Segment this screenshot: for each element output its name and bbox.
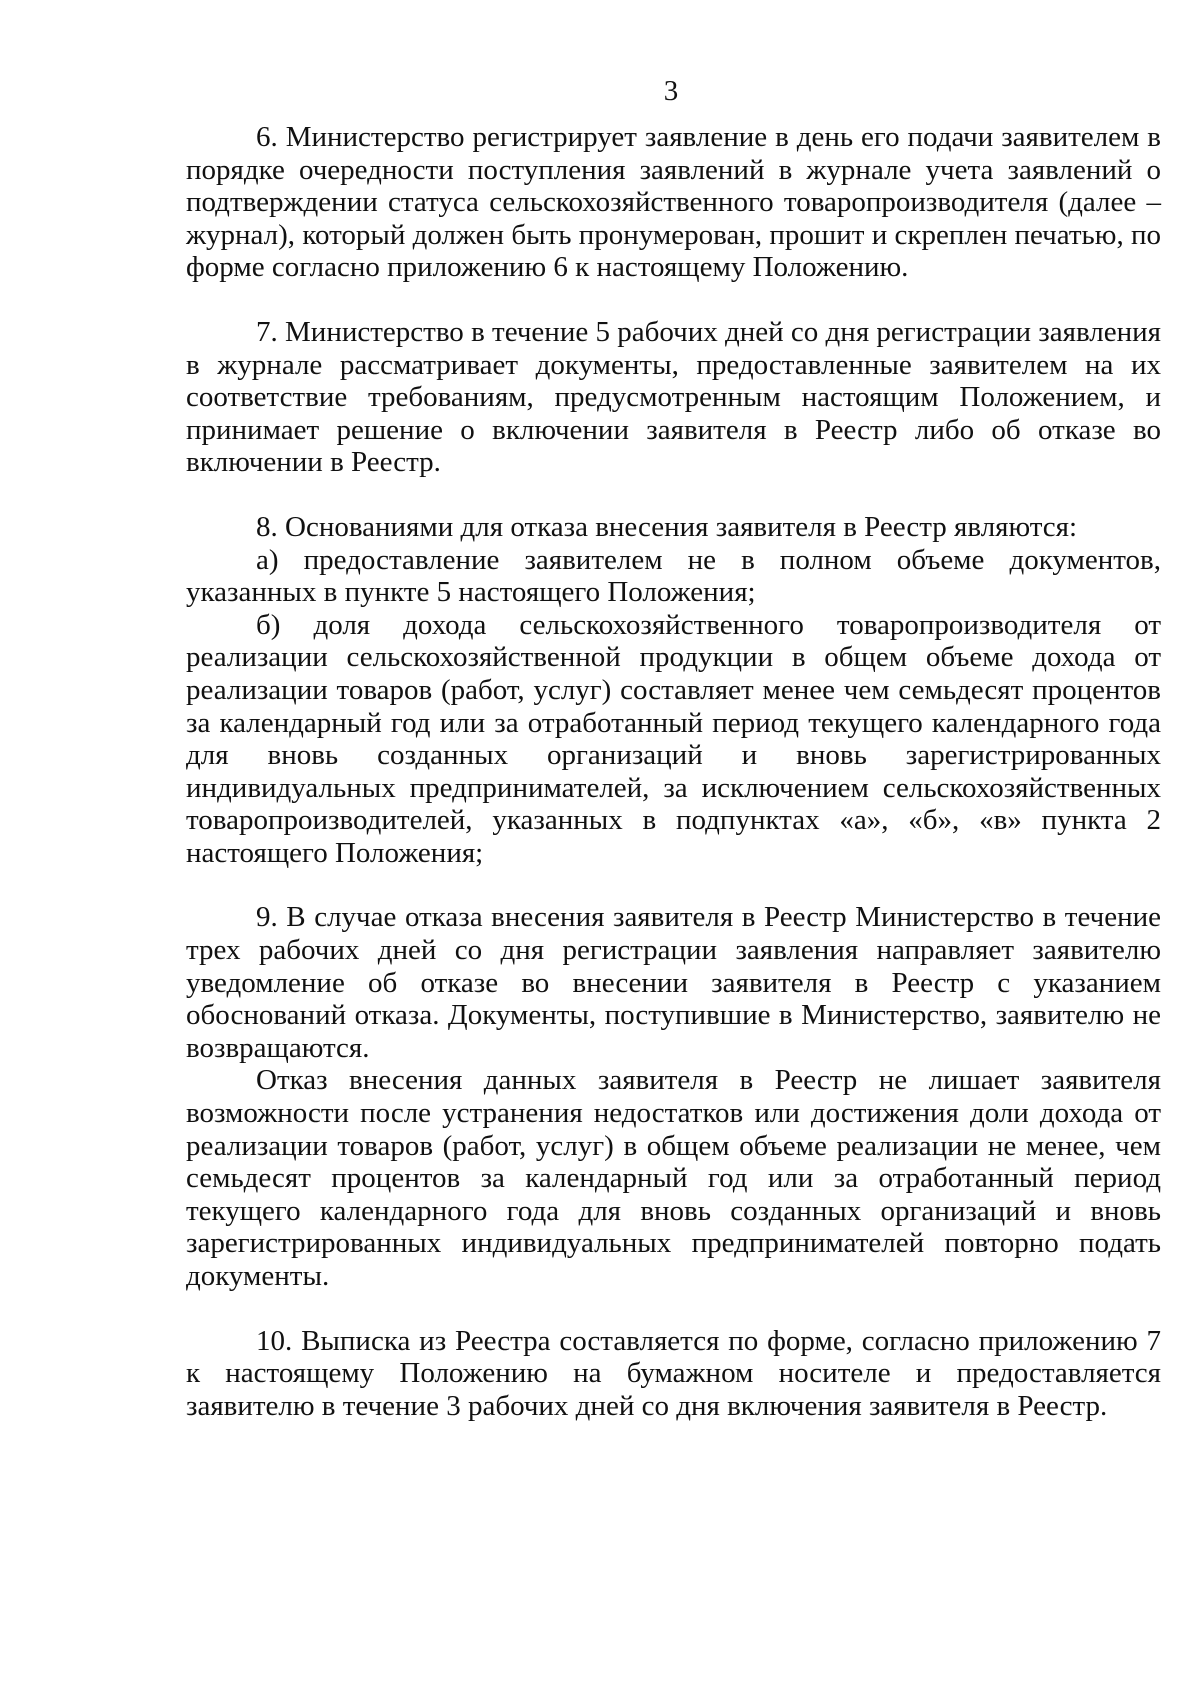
paragraph-9: 9. В случае отказа внесения заявителя в Реестр Министерство в течение трех рабочих дней со дня регистрации заявления направляет заявителю уведомление об отказе во внесении заявителя в Реестр с указанием обоснований отказа. Документы, поступившие в Министерство, заявителю не возвращаются. <box>186 901 1161 1064</box>
paragraph-8-item-a: а) предоставление заявителем не в полном объеме документов, указанных в пункте 5 настоящего Положения; <box>186 543 1161 609</box>
paragraph-6: 6. Министерство регистрирует заявление в день его подачи заявителем в порядке очередности поступления заявлений в журнале учета заявлений о подтверждении статуса сельскохозяйственного товаропроизводителя (далее – журнал), который должен быть пронумерован, прошит и скреплен печатью, по форме согласно приложению 6 к настоящему Положению. <box>186 121 1161 284</box>
page-number: 3 <box>663 75 679 107</box>
document-body <box>186 121 1161 1422</box>
paragraph-8: 8. Основаниями для отказа внесения заявителя в Реестр являются: <box>256 510 1078 543</box>
paragraph-8-item-b: б) доля дохода сельскохозяйственного товаропроизводителя от реализации сельскохозяйственной продукции в общем объеме дохода от реализации товаров (работ, услуг) составляет менее чем семьдесят процентов за календарный год или за отработанный период текущего календарного года для вновь созданных организаций и вновь зарегистрированных индивидуальных предпринимателей, за исключением сельскохозяйственных товаропроизводителей, указанных в подпунктах «а», «б», «в» пункта 2 настоящего Положения; <box>186 608 1161 869</box>
paragraph-7: 7. Министерство в течение 5 рабочих дней со дня регистрации заявления в журнале рассматривает документы, предоставленные заявителем на их соответствие требованиям, предусмотренным настоящим Положением, и принимает решение о включении заявителя в Реестр либо об отказе во включении в Реестр. <box>186 315 1161 479</box>
paragraph-10: 10. Выписка из Реестра составляется по форме, согласно приложению 7 к настоящему Положению на бумажном носителе и предоставляется заявителю в течение 3 рабочих дней со дня включения заявителя в Реестр. <box>186 1324 1161 1422</box>
paragraph-9-continuation: Отказ внесения данных заявителя в Реестр не лишает заявителя возможности после устранения недостатков или достижения доли дохода от реализации товаров (работ, услуг) в общем объеме реализации не менее, чем семьдесят процентов за календарный год или за отработанный период текущего календарного года для вновь созданных организаций и вновь зарегистрированных индивидуальных предпринимателей повторно подать документы. <box>186 1064 1161 1292</box>
